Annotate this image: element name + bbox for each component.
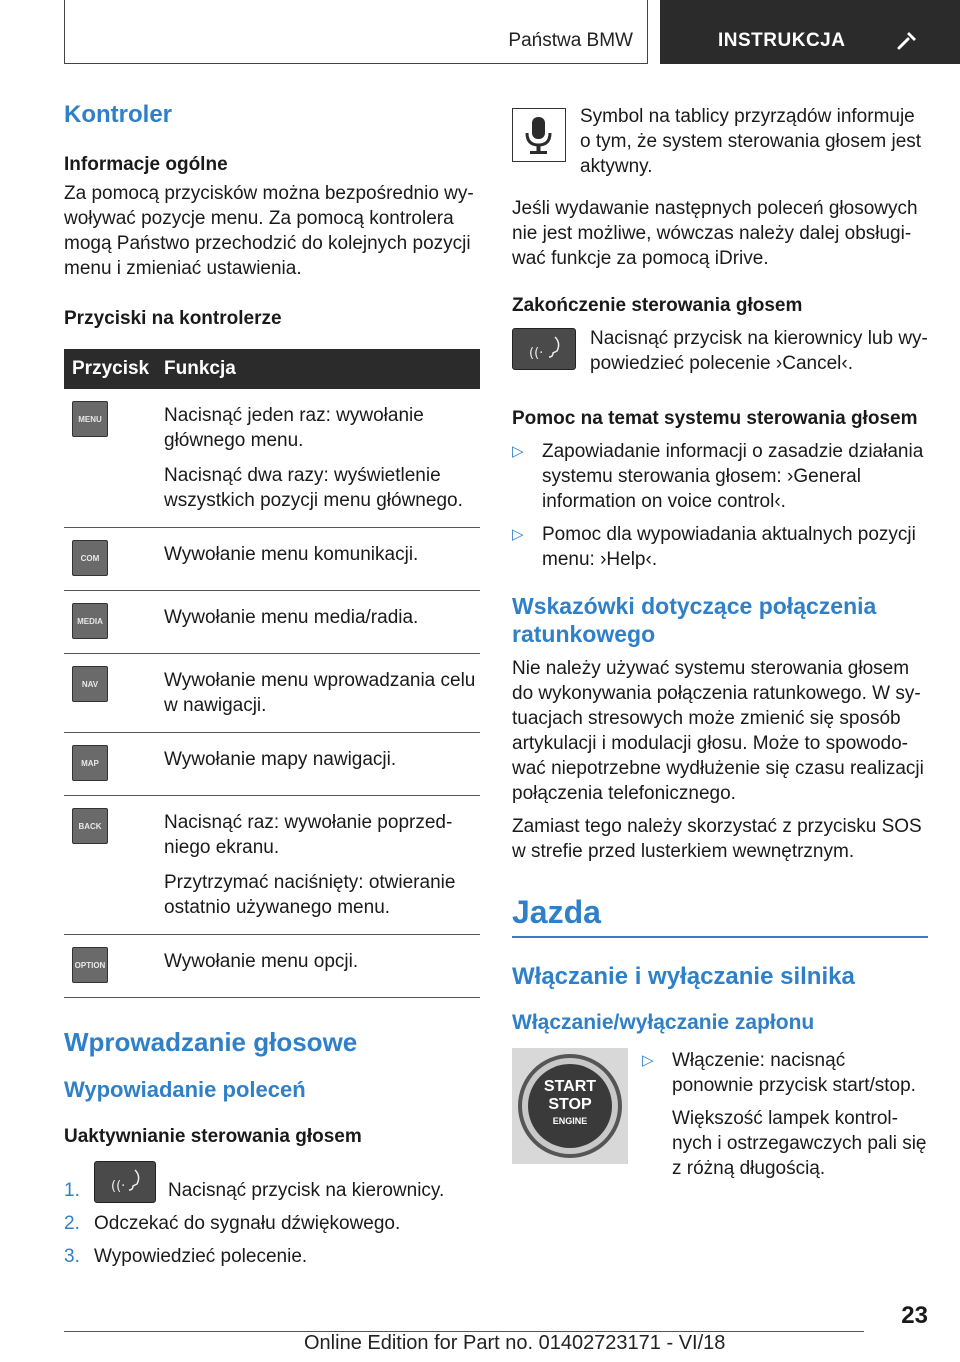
list-item: 3. Wypowiedzieć polecenie.: [64, 1246, 308, 1267]
row-text: Wywołanie menu media/radia.: [164, 607, 419, 628]
list-item: ▷ Włączenie: nacisnąć ponownie przycisk start/stop.: [642, 1048, 928, 1098]
ignition-sub-text: Większość lampek kontrol-nych i ostrzegawczych pali się z różną długością.: [672, 1108, 927, 1179]
info-paragraph: Za pomocą przycisków można bezpośrednio wy-woływać pozycje menu. Za pomocą kontrolera mogą Państwo przechodzić do kolejnych pozycji menu i zmieniać ustawienia.: [64, 183, 474, 279]
svg-text:((·: ((·: [111, 1179, 126, 1194]
start-stop-button-image: [512, 1048, 628, 1164]
header-left-tab: [64, 0, 648, 64]
row-text: Nacisnąć jeden raz: wywołanie głównego menu.: [164, 405, 424, 451]
start-label: START: [543, 1078, 597, 1095]
controller-buttons-table: [64, 349, 480, 998]
row-text: Nacisnąć dwa razy: wyświetlenie wszystkich pozycji menu głównego.: [164, 465, 463, 511]
help-list: [512, 439, 928, 572]
ignition-list: [642, 1048, 928, 1098]
table-row: [64, 654, 480, 733]
back-button-icon: BACK: [72, 808, 108, 844]
row-text: Przytrzymać naciśnięty: otwieranie ostatnio używanego menu.: [164, 872, 456, 918]
table-row: [64, 389, 480, 528]
idrive-text: Jeśli wydawanie następnych poleceń głosowych nie jest możliwe, wówczas należy dalej obsługi-wać funkcje za pomocą iDrive.: [512, 198, 918, 269]
ignition-block: [512, 1048, 928, 1181]
jazda-divider: [512, 936, 928, 938]
list-item: 2. Odczekać do sygnału dźwiękowego.: [64, 1213, 401, 1234]
row-text: Wywołanie menu wprowadzania celu w nawigacji.: [164, 670, 476, 716]
voice-button-icon: [512, 328, 576, 370]
com-button-icon: COM: [72, 540, 108, 576]
row-text: Nacisnąć raz: wywołanie poprzed-niego ekranu.: [164, 812, 453, 858]
table-row: [64, 796, 480, 935]
page-number: 23: [901, 1302, 928, 1329]
end-block: [512, 326, 928, 376]
heading-ignition: Włączanie/wyłączanie zapłonu: [512, 1011, 815, 1034]
heading-info: Informacje ogólne: [64, 154, 228, 175]
edition-text: Online Edition for Part no. 01402723171 - VI/18: [304, 1332, 726, 1354]
table-header-button: Przycisk: [64, 349, 164, 389]
left-column: [64, 100, 480, 1269]
engine-label: ENGINE: [552, 1116, 588, 1126]
list-item: ▷ Zapowiadanie informacji o zasadzie działania systemu sterowania głosem: ›General information on voice control‹.: [512, 439, 928, 514]
list-item: ▷ Pomoc dla wypowiadania aktualnych pozycji menu: ›Help‹.: [512, 522, 928, 572]
sos-text: Zamiast tego należy skorzystać z przycisku SOS w strefie przed lusterkiem wewnętrznym.: [512, 816, 922, 862]
row-text: Wywołanie menu opcji.: [164, 951, 359, 972]
heading-help: Pomoc na temat systemu sterowania głosem: [512, 408, 918, 429]
wrench-icon: [896, 30, 918, 50]
header-section-label: Państwa BMW: [508, 30, 633, 51]
svg-text:((·: ((·: [529, 346, 544, 361]
nav-button-icon: NAV: [72, 666, 108, 702]
symbol-text: Symbol na tablicy przyrządów informuje o tym, że system sterowania głosem jest aktywny.: [580, 106, 922, 177]
option-button-icon: OPTION: [72, 947, 108, 983]
table-row: [64, 528, 480, 591]
heading-voice: Wprowadzanie głosowe: [64, 1027, 358, 1057]
voice-button-icon: [94, 1161, 156, 1203]
emergency-text: Nie należy używać systemu sterowania głosem do wykonywania połączenia ratunkowego. W sy-tuacjach stresowych może zmienić się sposób artykulacji i modulacji głosu. Może to spowodo-wać niepotrzebne wydłużenie się czasu realizacji połączenia telefonicznego.: [512, 658, 924, 804]
heading-engine: Włączanie i wyłączanie silnika: [512, 963, 855, 990]
header-right-tab: [660, 0, 960, 64]
menu-button-icon: MENU: [72, 401, 108, 437]
table-row: [64, 733, 480, 796]
row-text: Wywołanie menu komunikacji.: [164, 544, 419, 565]
heading-emergency: Wskazówki dotyczące połączenia ratunkowego: [512, 593, 877, 647]
table-row: [64, 591, 480, 654]
heading-kontroler: Kontroler: [64, 101, 172, 128]
heading-activate: Uaktywnianie sterowania głosem: [64, 1126, 362, 1147]
header-chapter-label: INSTRUKCJA: [718, 30, 846, 51]
symbol-block: [512, 104, 928, 179]
stop-label: STOP: [548, 1096, 592, 1113]
microphone-icon: [512, 108, 566, 162]
heading-buttons: Przyciski na kontrolerze: [64, 308, 282, 329]
heading-end: Zakończenie sterowania głosem: [512, 295, 803, 316]
table-row: [64, 935, 480, 998]
steps-list: [64, 1161, 480, 1269]
end-text: Nacisnąć przycisk na kierownicy lub wy-powiedzieć polecenie ›Cancel‹.: [590, 328, 928, 374]
heading-jazda: Jazda: [512, 894, 601, 930]
media-button-icon: MEDIA: [72, 603, 108, 639]
right-column: [512, 104, 928, 1181]
table-header-function: Funkcja: [164, 349, 480, 389]
map-button-icon: MAP: [72, 745, 108, 781]
row-text: Wywołanie mapy nawigacji.: [164, 749, 397, 770]
list-item: 1. ((· Nacisnąć przycisk na kierownicy.: [64, 1161, 480, 1203]
heading-commands: Wypowiadanie poleceń: [64, 1077, 306, 1102]
